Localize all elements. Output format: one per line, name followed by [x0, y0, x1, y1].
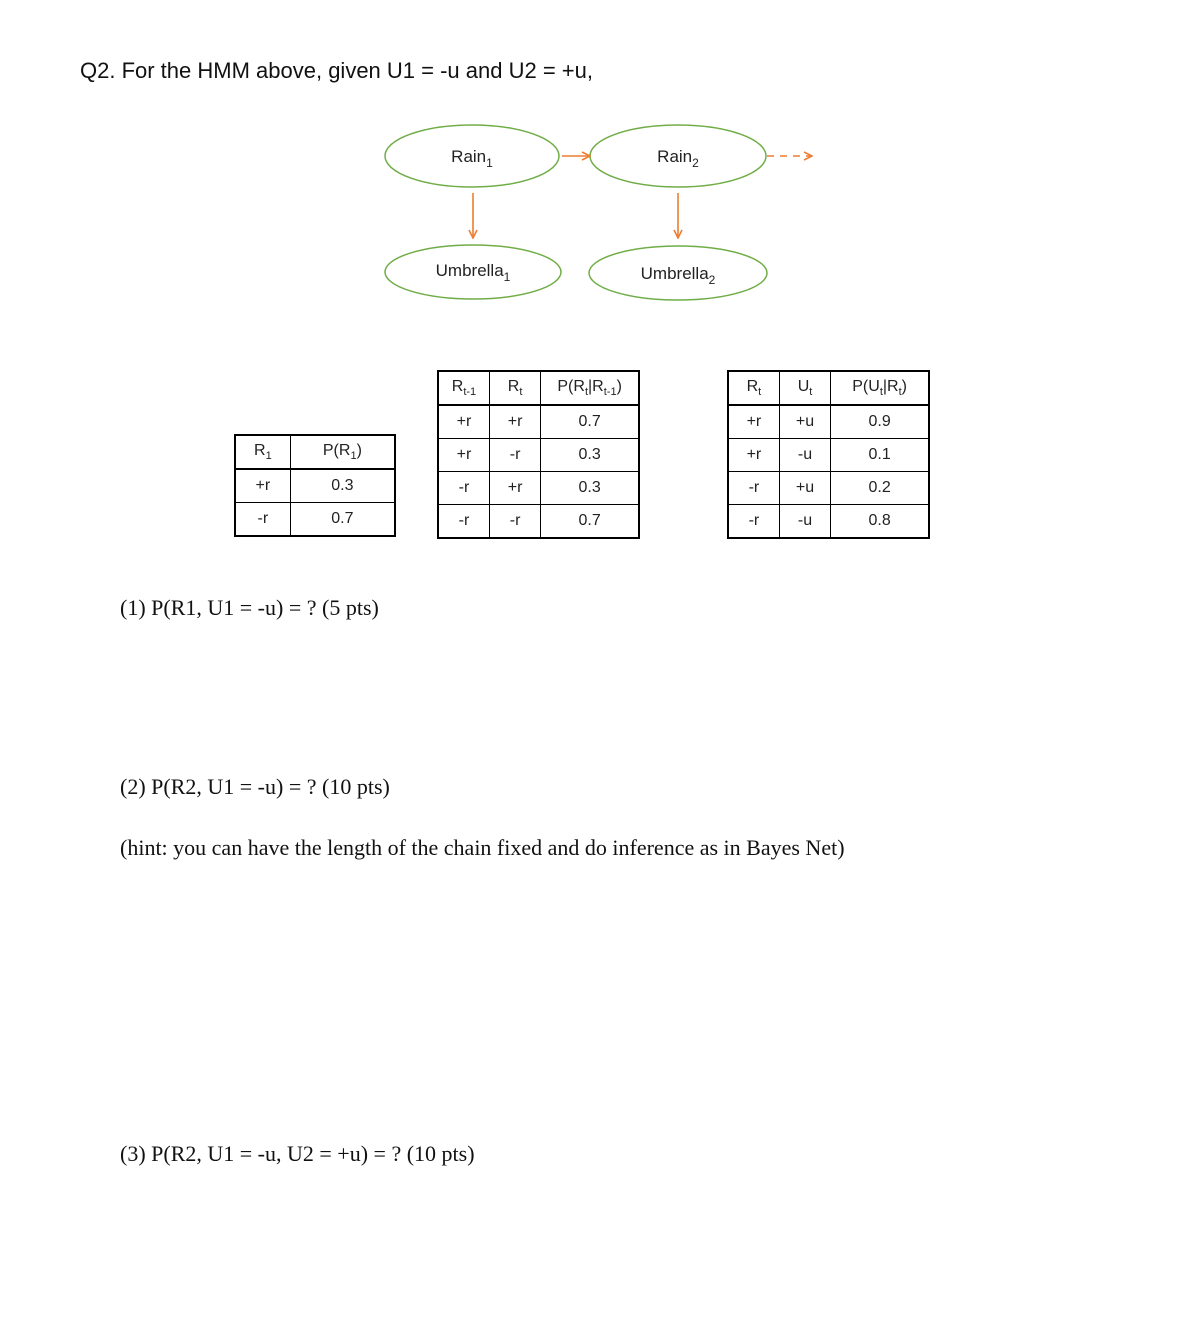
- table-row: [438, 405, 639, 439]
- table-row: [728, 505, 929, 539]
- table-cell: 0.8: [831, 505, 929, 539]
- table-cell: 0.7: [541, 505, 639, 539]
- table-cell: 0.2: [831, 472, 929, 505]
- header-p-ut-given-rt: $P(U_t|R_t)$: [831, 371, 929, 405]
- table-cell: -r: [438, 505, 489, 539]
- table-row: [438, 439, 639, 472]
- table-row: [235, 469, 395, 503]
- table-cell: +r: [728, 405, 779, 439]
- header-rt-minus-1: $R_{t-1}$: [438, 371, 489, 405]
- table-cell: 0.3: [541, 472, 639, 505]
- table-cell: 0.9: [831, 405, 929, 439]
- question-3: (3) P(R2, U1 = -u, U2 = +u) = ? (10 pts): [120, 1141, 475, 1166]
- table-cell: +r: [728, 439, 779, 472]
- header-p-r1: $P(R_1)$: [290, 435, 395, 469]
- hmm-diagram: [0, 0, 1200, 330]
- emission-table: [727, 370, 930, 539]
- table-header-row: [235, 435, 395, 469]
- header-rt: $R_t$: [489, 371, 540, 405]
- header-p-rt-given-rt-minus-1: $P(R_t|R_{t-1})$: [541, 371, 639, 405]
- question-2: (2) P(R2, U1 = -u) = ? (10 pts): [120, 774, 390, 799]
- table-cell: +u: [779, 405, 830, 439]
- table-cell: 0.1: [831, 439, 929, 472]
- table-cell: -r: [235, 503, 290, 537]
- table-cell: +u: [779, 472, 830, 505]
- table-cell: +r: [438, 405, 489, 439]
- umbrella2-label: Umbrella$_2$: [640, 264, 716, 287]
- table-cell: -r: [489, 505, 540, 539]
- table-header-row: [438, 371, 639, 405]
- table-row: [728, 472, 929, 505]
- table-cell: 0.3: [290, 469, 395, 503]
- table-cell: -r: [728, 505, 779, 539]
- table-row: [235, 503, 395, 537]
- table-cell: 0.7: [541, 405, 639, 439]
- table-cell: +r: [489, 472, 540, 505]
- table-cell: +r: [489, 405, 540, 439]
- table-cell: 0.3: [541, 439, 639, 472]
- table-row: [438, 472, 639, 505]
- question-2-hint: (hint: you can have the length of the chain fixed and do inference as in Bayes Net): [120, 835, 845, 860]
- transition-table: [437, 370, 640, 539]
- table-cell: -r: [728, 472, 779, 505]
- header-rt: $R_t$: [728, 371, 779, 405]
- table-header-row: [728, 371, 929, 405]
- table-cell: -u: [779, 505, 830, 539]
- question-1: (1) P(R1, U1 = -u) = ? (5 pts): [120, 595, 379, 620]
- table-row: [438, 505, 639, 539]
- table-row: [728, 439, 929, 472]
- table-cell: +r: [235, 469, 290, 503]
- rain2-label: Rain$_2$: [657, 147, 699, 170]
- question-heading: Q2. For the HMM above, given U1 = -u and U2 = +u,: [80, 58, 593, 83]
- header-ut: $U_t$: [779, 371, 830, 405]
- table-cell: -u: [779, 439, 830, 472]
- table-row: [728, 405, 929, 439]
- rain1-label: Rain$_1$: [451, 147, 493, 170]
- table-cell: 0.7: [290, 503, 395, 537]
- table-cell: -r: [489, 439, 540, 472]
- header-r1: $R_1$: [235, 435, 290, 469]
- prior-table: [234, 434, 396, 537]
- umbrella1-label: Umbrella$_1$: [435, 261, 511, 284]
- table-cell: -r: [438, 472, 489, 505]
- table-cell: +r: [438, 439, 489, 472]
